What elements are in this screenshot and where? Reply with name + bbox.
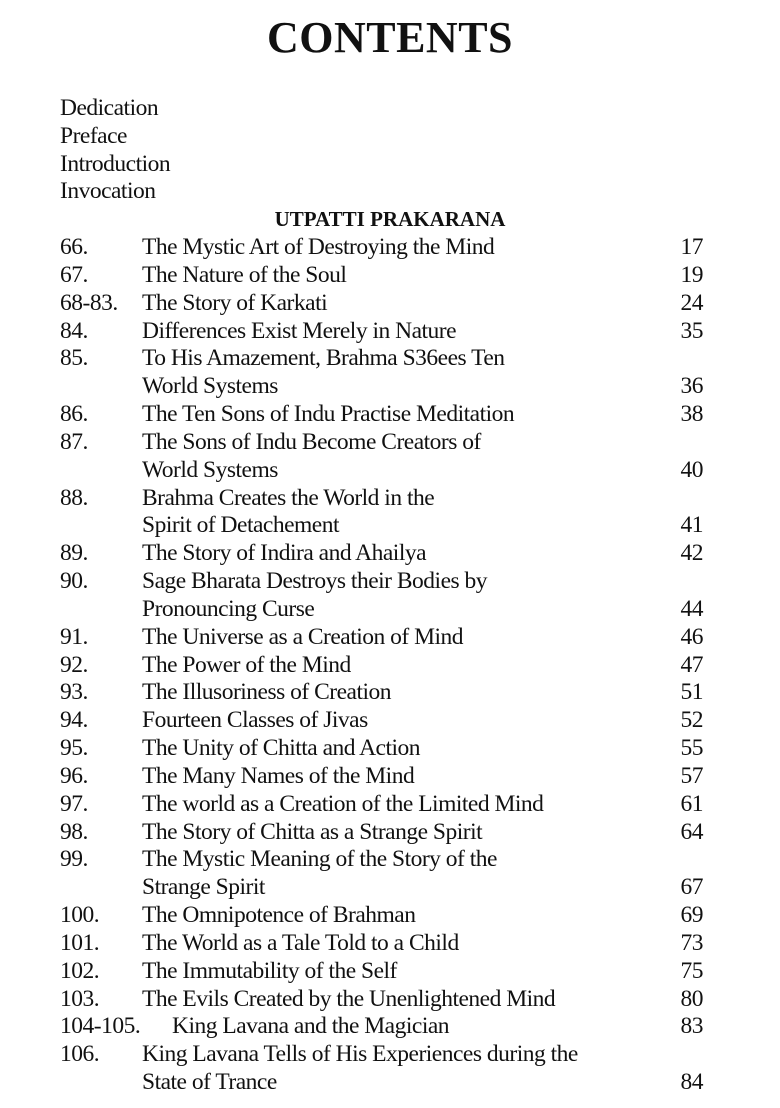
contents-list — [60, 95, 720, 1097]
chapter-number: 101. — [60, 929, 100, 956]
front-matter-label: Introduction — [60, 150, 171, 177]
toc-entry-line — [60, 457, 720, 485]
chapter-number: 68-83. — [60, 289, 118, 316]
chapter-number: 91. — [60, 623, 88, 650]
toc-entry-line — [60, 318, 720, 346]
toc-entry-line — [60, 512, 720, 540]
chapter-title: Fourteen Classes of Jivas — [142, 707, 368, 734]
chapter-number: 104-105. — [60, 1013, 141, 1040]
chapter-number: 102. — [60, 957, 100, 984]
chapter-title: Spirit of Detachement — [142, 512, 340, 539]
chapter-number: 93. — [60, 679, 88, 706]
front-matter-item — [60, 178, 720, 206]
chapter-number: 92. — [60, 651, 88, 678]
toc-entry-line — [60, 1013, 720, 1041]
toc-entry-line — [60, 735, 720, 763]
chapter-title: King Lavana and the Magician — [172, 1013, 450, 1040]
toc-entry-line — [60, 707, 720, 735]
toc-entry-line — [60, 986, 720, 1014]
chapter-title: Pronouncing Curse — [142, 595, 315, 622]
chapter-number: 84. — [60, 317, 88, 344]
front-matter-item — [60, 123, 720, 151]
toc-entry-line — [60, 902, 720, 930]
toc-entry-line — [60, 596, 720, 624]
page-number: 84 — [680, 1068, 703, 1095]
toc-entry-line — [60, 540, 720, 568]
chapter-title: The Nature of the Soul — [142, 261, 347, 288]
chapter-number: 88. — [60, 484, 88, 511]
chapter-number: 85. — [60, 345, 88, 372]
toc-entry-line — [60, 958, 720, 986]
page-number: 52 — [680, 707, 703, 734]
chapter-number: 87. — [60, 428, 88, 455]
chapter-number: 90. — [60, 568, 88, 595]
chapter-number: 100. — [60, 902, 100, 929]
page-number: 67 — [680, 874, 703, 901]
front-matter-label: Preface — [60, 122, 127, 149]
toc-entry-line — [60, 846, 720, 874]
toc-entry-line — [60, 429, 720, 457]
chapter-number: 99. — [60, 846, 88, 873]
section-heading: UTPATTI PRAKARANA — [274, 207, 506, 232]
chapter-title: The Sons of Indu Become Creators of — [142, 428, 481, 455]
page-number: 36 — [680, 373, 703, 400]
toc-entry-line — [60, 652, 720, 680]
chapter-number: 106. — [60, 1041, 100, 1068]
toc-entry-line — [60, 1041, 720, 1069]
page-title: CONTENTS — [266, 13, 514, 62]
chapter-number: 86. — [60, 401, 88, 428]
page-number: 41 — [680, 512, 703, 539]
chapter-title: The Illusoriness of Creation — [142, 679, 392, 706]
chapter-title: The World as a Tale Told to a Child — [142, 929, 459, 956]
chapter-title: The Many Names of the Mind — [142, 762, 415, 789]
chapter-title: The Story of Indira and Ahailya — [142, 540, 427, 567]
page-number: 46 — [680, 623, 703, 650]
toc-entry-line — [60, 290, 720, 318]
page-number: 17 — [680, 234, 703, 261]
toc-entry-line — [60, 679, 720, 707]
front-matter-label: Dedication — [60, 95, 159, 121]
page-number: 75 — [680, 957, 703, 984]
chapter-title: King Lavana Tells of His Experiences during the — [142, 1041, 578, 1068]
toc-entry-line — [60, 485, 720, 513]
chapter-title: The Mystic Art of Destroying the Mind — [142, 234, 495, 261]
page-number: 61 — [680, 790, 703, 817]
front-matter-label: Invocation — [60, 178, 156, 205]
page-number: 64 — [680, 818, 703, 845]
page-number: 47 — [680, 651, 703, 678]
chapter-number: 97. — [60, 790, 88, 817]
chapter-number: 98. — [60, 818, 88, 845]
toc-entry-line — [60, 262, 720, 290]
chapter-title: Brahma Creates the World in the — [142, 484, 435, 511]
page-number: 19 — [680, 261, 703, 288]
toc-entry-line — [60, 819, 720, 847]
toc-entry-line — [60, 234, 720, 262]
chapter-title: The Omnipotence of Brahman — [142, 902, 416, 929]
chapter-title: The Mystic Meaning of the Story of the — [142, 846, 497, 873]
chapter-title: The Story of Karkati — [142, 289, 328, 316]
chapter-title: The Power of the Mind — [142, 651, 351, 678]
front-matter-item — [60, 95, 720, 123]
chapter-title: The Evils Created by the Unenlightened Mind — [142, 985, 556, 1012]
toc-entry-line — [60, 624, 720, 652]
chapter-title: World Systems — [142, 373, 278, 400]
chapter-number: 89. — [60, 540, 88, 567]
toc-entry-line — [60, 401, 720, 429]
chapter-title: To His Amazement, Brahma S36ees Ten — [142, 345, 505, 372]
chapter-number: 94. — [60, 707, 88, 734]
chapter-title: Strange Spirit — [142, 874, 265, 901]
chapter-number: 96. — [60, 762, 88, 789]
page-number: 44 — [680, 595, 703, 622]
toc-entry-line — [60, 930, 720, 958]
chapter-title: Differences Exist Merely in Nature — [142, 317, 457, 344]
page-number: 57 — [680, 762, 703, 789]
chapter-title: The Immutability of the Self — [142, 957, 397, 984]
page-number: 42 — [680, 540, 703, 567]
chapter-number: 103. — [60, 985, 100, 1012]
chapter-title: Sage Bharata Destroys their Bodies by — [142, 568, 488, 595]
front-matter-item — [60, 151, 720, 179]
chapter-title: The Unity of Chitta and Action — [142, 735, 421, 762]
toc-entry-line — [60, 874, 720, 902]
chapter-number: 67. — [60, 261, 88, 288]
chapter-number: 66. — [60, 234, 88, 261]
page-number: 73 — [680, 929, 703, 956]
chapter-title: The Story of Chitta as a Strange Spirit — [142, 818, 483, 845]
chapter-number: 95. — [60, 735, 88, 762]
chapter-title: The world as a Creation of the Limited Mind — [142, 790, 544, 817]
chapter-title: State of Trance — [142, 1068, 277, 1095]
toc-entry-line — [60, 568, 720, 596]
toc-entry-line — [60, 1069, 720, 1097]
toc-entry-line — [60, 373, 720, 401]
toc-entry-line — [60, 763, 720, 791]
page-number: 80 — [680, 985, 703, 1012]
page-number: 35 — [680, 317, 703, 344]
page-number: 24 — [680, 289, 703, 316]
page-number: 55 — [680, 735, 703, 762]
toc-entry-line — [60, 345, 720, 373]
page-number: 40 — [680, 456, 703, 483]
page-number: 83 — [680, 1013, 703, 1040]
chapter-title: World Systems — [142, 456, 278, 483]
chapter-title: The Ten Sons of Indu Practise Meditation — [142, 401, 515, 428]
page-number: 51 — [680, 679, 703, 706]
page-number: 38 — [680, 401, 703, 428]
page-number: 69 — [680, 902, 703, 929]
chapter-title: The Universe as a Creation of Mind — [142, 623, 464, 650]
toc-entry-line — [60, 791, 720, 819]
